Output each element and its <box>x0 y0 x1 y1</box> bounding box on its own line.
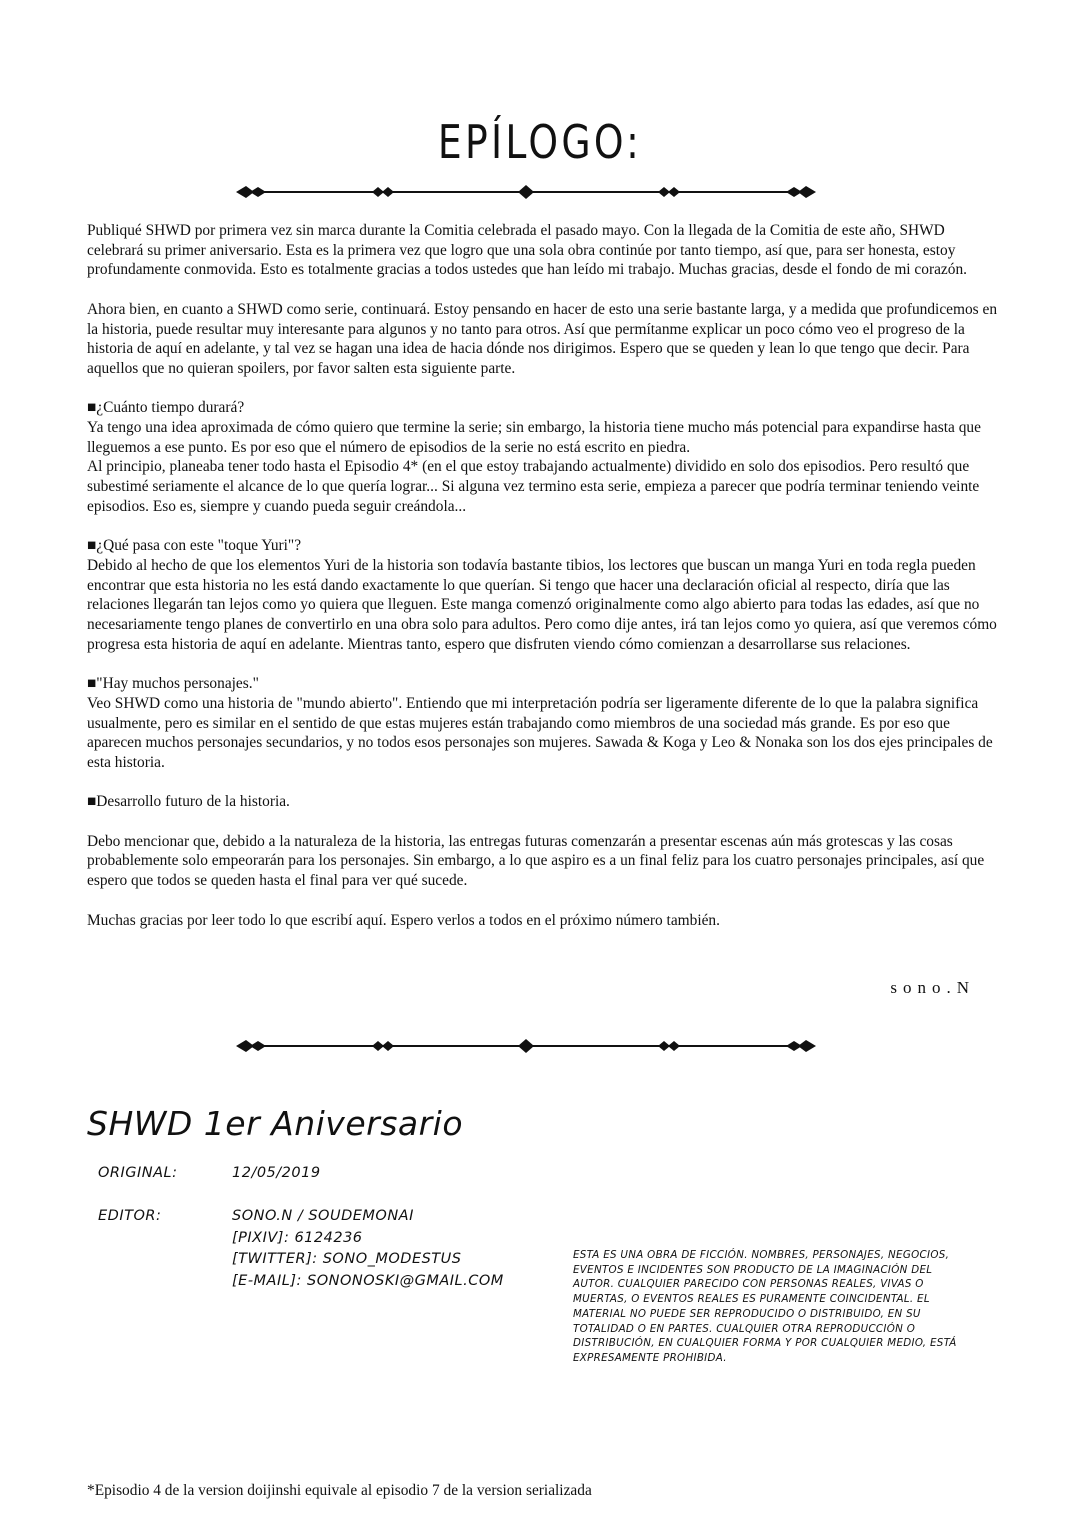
section-heading-duration: ■¿Cuánto tiempo durará? <box>87 399 245 417</box>
paragraph-thanks: Muchas gracias por leer todo lo que escribí aquí. Espero verlos a todos en el próximo número también. <box>87 911 720 929</box>
editor-twitter: [TWITTER]: SONO_MODESTUS <box>232 1251 462 1267</box>
paragraph-characters: Veo SHWD como una historia de "mundo abierto". Entiendo que mi interpretación podría ser ligeramente diferente de lo que la palabra significa usualmente, pero es similar en el sentido de que estas mujeres están trabajando como miembros de una sociedad más grande. Es por eso que aparecen muchos personajes secundarios, y no todos esos personajes son mujeres. Sawada & Koga y Leo & Nonaka son los dos ejes principales de esta historia. <box>87 694 993 771</box>
credits-title: SHWD 1er Aniversario <box>87 1104 464 1143</box>
paragraph-duration-1: Ya tengo una idea aproximada de cómo quiero que termine la serie; sin embargo, la historia tiene mucho más potencial para expandirse hasta que lleguemos a ese punto. Es por eso que el número de episodios de la serie no está escrito en piedra. <box>87 419 981 456</box>
paragraph-yuri: Debido al hecho de que los elementos Yuri de la historia son todavía bastante tibios, los lectores que buscan un manga Yuri en toda regla pueden encontrar que esta historia no les está dando exactamente lo que querían. Si tengo que hacer una declaración oficial al respecto, diría que las relaciones llegarán tan lejos como yo quiera que lleguen. Este manga comenzó originalmente como algo abierto para todas las edades, así que no necesariamente tengo planes de convertirlo en una obra solo para adultos. Pero como dije antes, irá tan lejos como yo quiera, así que veremos cómo progresa esta historia de aquí en adelante. Mientras tanto, espero que disfruten viendo cómo comienzan a desarrollarse sus relaciones. <box>87 556 997 653</box>
footnote: *Episodio 4 de la version doijinshi equivale al episodio 7 de la version serializada <box>87 1482 592 1499</box>
original-date: 12/05/2019 <box>232 1165 321 1181</box>
section-heading-characters: ■"Hay muchos personajes." <box>87 675 259 693</box>
ornament-divider-top <box>236 182 816 202</box>
editor-label: EDITOR: <box>98 1208 162 1224</box>
section-heading-future: ■Desarrollo futuro de la historia. <box>87 793 290 811</box>
ornament-divider-bottom <box>236 1036 816 1056</box>
author-signature: sono.N <box>890 978 975 997</box>
epilogue-body <box>87 221 997 950</box>
editor-email: [E-MAIL]: SONONOSKI@GMAIL.COM <box>232 1272 504 1289</box>
paragraph-series: Ahora bien, en cuanto a SHWD como serie, continuará. Estoy pensando en hacer de esto una serie bastante larga, y a medida que profundicemos en la historia, puede resultar muy interesante para algunos y no tanto para otros. Así que permítanme explicar un poco cómo veo el progreso de la historia de aquí en adelante, y tal vez se hagan una idea de hacia dónde nos dirigimos. Espero que se queden y lean lo que tengo que decir. Para aquellos que no quieran spoilers, por favor salten esta siguiente parte. <box>87 300 998 377</box>
editor-pixiv: [PIXIV]: 6124236 <box>232 1229 363 1246</box>
fiction-disclaimer: ESTA ES UNA OBRA DE FICCIÓN. NOMBRES, PERSONAJES, NEGOCIOS, EVENTOS E INCIDENTES SON PRODUCTO DE LA IMAGINACIÓN DEL AUTOR. CUALQUIER PARECIDO CON PERSONAS REALES, VIVAS O MUERTAS, O EVENTOS REALES ES PURAMENTE COINCIDENTAL. EL MATERIAL NO PUEDE SER REPRODUCIDO O DISTRIBUIDO, EN SU TOTALIDAD O EN PARTES. CUALQUIER OTRA REPRODUCCIÓN O DISTRIBUCIÓN, EN CUALQUIER FORMA Y POR CUALQUIER MEDIO, ESTÁ EXPRESAMENTE PROHIBIDA. <box>573 1249 957 1364</box>
paragraph-duration-2: Al principio, planeaba tener todo hasta el Episodio 4* (en el que estoy trabajando actualmente) dividido en solo dos episodios. Pero resultó que subestimé seriamente el alcance de lo que quería lograr... Si alguna vez termino esta serie, empieza a parecer que podría terminar teniendo veinte episodios. Eso es, siempre y cuando pueda seguir creándola... <box>87 458 980 515</box>
paragraph-future: Debo mencionar que, debido a la naturaleza de la historia, las entregas futuras comenzarán a presentar escenas aún más grotescas y las cosas probablemente solo empeorarán para los personajes. Sin embargo, a lo que aspiro es a un final feliz para los cuatro personajes principales, así que espero que todos se queden hasta el final para ver qué sucede. <box>87 832 985 890</box>
page-title: EPÍLOGO: <box>437 115 643 169</box>
paragraph-intro: Publiqué SHWD por primera vez sin marca durante la Comitia celebrada el pasado mayo. Con la llegada de la Comitia de este año, SHWD celebrará su primer aniversario. Esta es la primera vez que logro que una sola obra continúe por tanto tiempo, así que, para ser honesta, estoy profundamente conmovida. Esto es totalmente gracias a todos ustedes que han leído mi trabajo. Muchas gracias, desde el fondo de mi corazón. <box>87 222 967 279</box>
original-label: ORIGINAL: <box>98 1165 178 1181</box>
editor-name: SONO.N / SOUDEMONAI <box>232 1208 414 1224</box>
editor-info <box>232 1206 504 1292</box>
section-heading-yuri: ■¿Qué pasa con este "toque Yuri"? <box>87 537 302 555</box>
